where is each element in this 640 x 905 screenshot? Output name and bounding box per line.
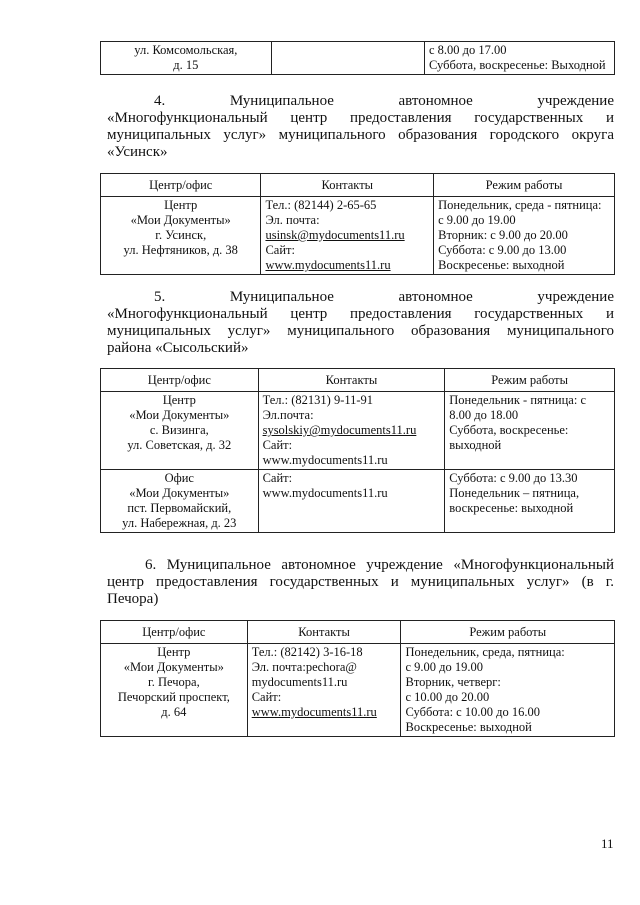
header-office: Центр/офис: [101, 174, 261, 197]
section-4-table: [100, 173, 615, 275]
cell-line: г. Усинск,: [155, 228, 207, 242]
heading-line: 6. Муниципальное автономное учреждение «Многофункциональный: [145, 557, 614, 573]
heading-line: «Многофункциональный центр предоставления государственных и: [107, 110, 614, 126]
heading-line: 4. Муниципальное автономное учреждение: [154, 93, 614, 109]
contacts-cell: [258, 470, 445, 533]
contacts-cell: [261, 197, 434, 275]
section-6-table: [100, 620, 615, 737]
contacts-cell: [247, 644, 401, 737]
hours-cell: [445, 392, 615, 470]
cell-line: Вторник: с 9.00 до 20.00: [438, 228, 568, 242]
cell-line: Понедельник, среда, пятница:: [405, 645, 565, 659]
heading-line: «Усинск»: [107, 144, 168, 160]
office-cell: [101, 42, 272, 75]
cell-line: пст. Первомайский,: [127, 501, 232, 515]
heading-line: муниципальных услуг» муниципального образования муниципального: [107, 323, 614, 339]
cell-line: «Мои Документы»: [129, 486, 230, 500]
cell-line: Эл.почта:: [262, 408, 314, 422]
cell-line: с 9.00 до 19.00: [438, 213, 516, 227]
section-6-heading: [107, 557, 614, 608]
heading-line: центр предоставления государственных и муниципальных услуг» (в г.: [107, 574, 614, 590]
cell-line: «Мои Документы»: [123, 660, 224, 674]
hours-cell: [445, 470, 615, 533]
cell-line: Эл. почта:: [265, 213, 320, 227]
office-cell: [101, 392, 259, 470]
cell-line: Тел.: (82131) 9-11-91: [262, 393, 374, 407]
cell-line: www.mydocuments11.ru: [262, 453, 388, 467]
section-5-heading: [107, 289, 614, 357]
cell-line: Суббота, воскресенье: Выходной: [429, 58, 606, 72]
cell-line: ул. Комсомольская,: [134, 43, 238, 57]
cell-line: с 8.00 до 17.00: [429, 43, 507, 57]
hours-cell: [434, 197, 615, 275]
cell-line: Суббота: с 9.00 до 13.00: [438, 243, 567, 257]
contacts-cell: [271, 42, 424, 75]
hours-cell: [401, 644, 615, 737]
heading-line: муниципальных услуг» муниципального образования городского округа: [107, 127, 614, 143]
cell-line: г. Печора,: [148, 675, 200, 689]
office-cell: [101, 644, 248, 737]
cell-line: www.mydocuments11.ru: [251, 705, 377, 719]
cell-line: Понедельник – пятница,: [449, 486, 580, 500]
cell-line: ул. Набережная, д. 23: [122, 516, 237, 530]
heading-line: «Многофункциональный центр предоставления государственных и: [107, 306, 614, 322]
header-contacts: Контакты: [247, 621, 401, 644]
table-header-row: [101, 369, 615, 392]
heading-line: района «Сысольский»: [107, 340, 249, 356]
header-contacts: Контакты: [261, 174, 434, 197]
cell-line: Сайт:: [262, 471, 293, 485]
cell-line: Воскресенье: выходной: [405, 720, 532, 734]
cell-line: Центр: [164, 198, 198, 212]
cell-line: выходной: [449, 438, 502, 452]
table-row: [101, 644, 615, 737]
cell-line: с 10.00 до 20.00: [405, 690, 490, 704]
cell-line: Суббота: с 10.00 до 16.00: [405, 705, 540, 719]
heading-line: 5. Муниципальное автономное учреждение: [154, 289, 614, 305]
cell-line: www.mydocuments11.ru: [262, 486, 388, 500]
cell-line: Центр: [157, 645, 191, 659]
header-hours: Режим работы: [434, 174, 615, 197]
cell-line: Сайт:: [265, 243, 295, 257]
table-row: [101, 42, 615, 75]
cell-line: Центр: [162, 393, 196, 407]
heading-line: Печора): [107, 591, 159, 607]
cell-line: Суббота, воскресенье:: [449, 423, 569, 437]
cell-line: с. Визинга,: [149, 423, 209, 437]
cell-line: «Мои Документы»: [129, 408, 230, 422]
cell-line: ул. Советская, д. 32: [127, 438, 232, 452]
header-office: Центр/офис: [101, 369, 259, 392]
header-office: Центр/офис: [101, 621, 248, 644]
header-hours: Режим работы: [445, 369, 615, 392]
section-4-heading: [107, 93, 614, 161]
cell-line: д. 15: [173, 58, 199, 72]
cell-line: д. 64: [161, 705, 187, 719]
office-cell: [101, 470, 259, 533]
cell-line: воскресенье: выходной: [449, 501, 574, 515]
cell-line: Тел.: (82142) 3-16-18: [251, 645, 363, 659]
cell-line: Эл. почта:pechora@: [251, 660, 357, 674]
cell-line: Сайт:: [262, 438, 293, 452]
cell-line: Суббота: с 9.00 до 13.30: [449, 471, 578, 485]
cell-line: Понедельник - пятница: с: [449, 393, 587, 407]
header-contacts: Контакты: [258, 369, 445, 392]
page-number: 11: [601, 836, 614, 851]
table-header-row: [101, 621, 615, 644]
cell-line: «Мои Документы»: [130, 213, 231, 227]
table-row: [101, 392, 615, 470]
top-fragment-table: [100, 41, 615, 75]
hours-cell: [425, 42, 615, 75]
cell-line: Тел.: (82144) 2-65-65: [265, 198, 377, 212]
cell-line: sysolskiy@mydocuments11.ru: [262, 423, 417, 437]
cell-line: Печорский проспект,: [117, 690, 230, 704]
office-cell: [101, 197, 261, 275]
cell-line: Вторник, четверг:: [405, 675, 501, 689]
cell-line: www.mydocuments11.ru: [265, 258, 391, 272]
cell-line: ул. Нефтяников, д. 38: [123, 243, 238, 257]
contacts-cell: [258, 392, 445, 470]
cell-line: Понедельник, среда - пятница:: [438, 198, 602, 212]
cell-line: Офис: [164, 471, 194, 485]
cell-line: mydocuments11.ru: [251, 675, 348, 689]
cell-line: 8.00 до 18.00: [449, 408, 519, 422]
cell-line: usinsk@mydocuments11.ru: [265, 228, 405, 242]
table-header-row: [101, 174, 615, 197]
cell-line: Воскресенье: выходной: [438, 258, 565, 272]
table-row: [101, 470, 615, 533]
cell-line: Сайт:: [251, 690, 282, 704]
cell-line: с 9.00 до 19.00: [405, 660, 484, 674]
header-hours: Режим работы: [401, 621, 615, 644]
table-row: [101, 197, 615, 275]
section-5-table: [100, 368, 615, 533]
